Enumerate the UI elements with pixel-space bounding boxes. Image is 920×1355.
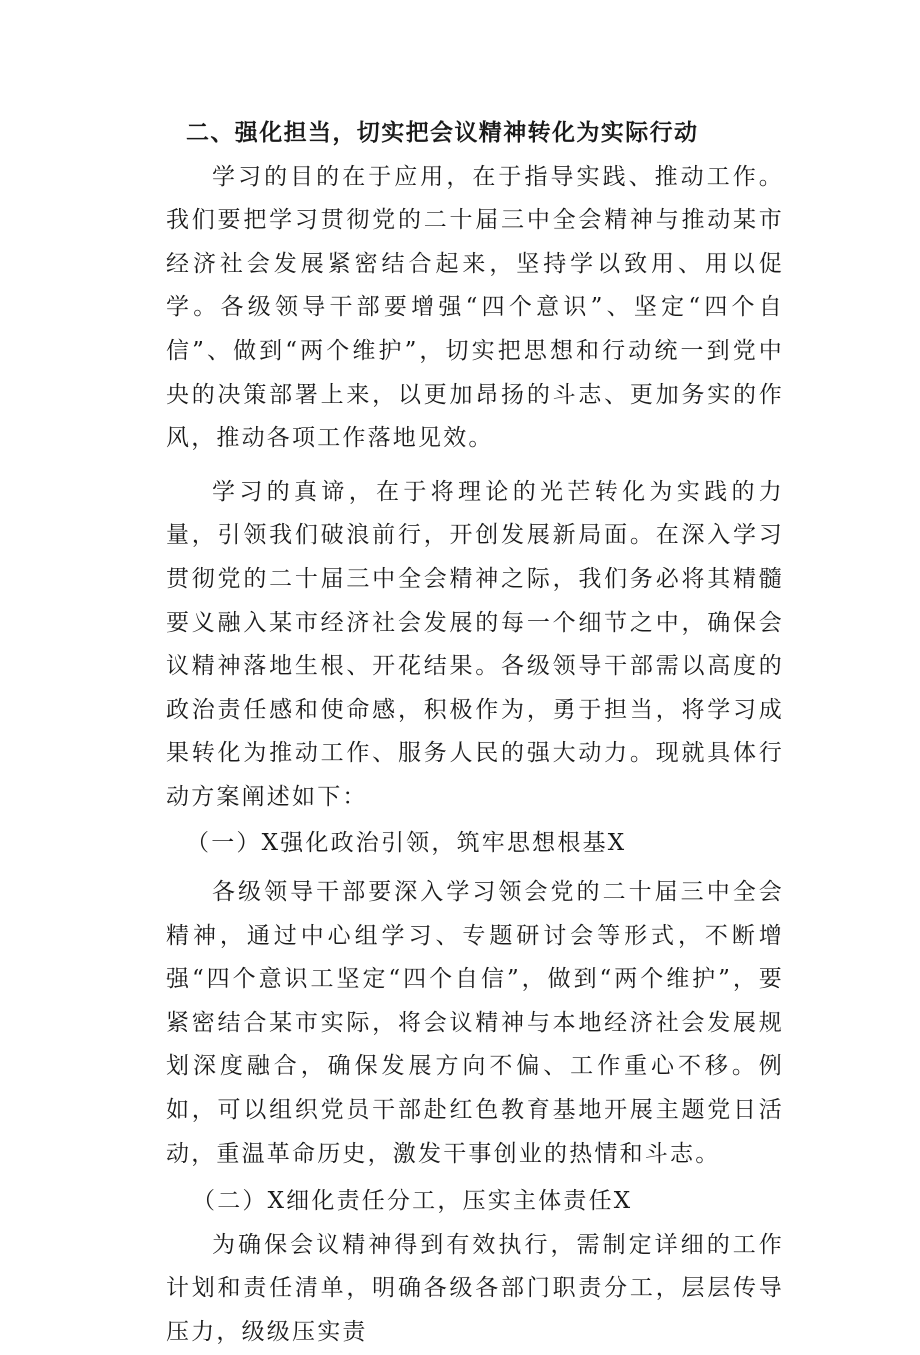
section-heading: 二、强化担当，切实把会议精神转化为实际行动 bbox=[186, 120, 699, 146]
subheading-2: （二）X细化责任分工，压实主体责任X bbox=[192, 1188, 633, 1215]
paragraph-3: 各级领导干部要深入学习领会党的二十届三中全会精神，通过中心组学习、专题研讨会等形式，不断增强“四个意识工坚定“四个自信”，做到“两个维护”，要紧密结合某市实际，将会议精神与本地经济社会发展规划深度融合，确保发展方向不偏、工作重心不移。例如，可以组织党员干部赴红色教育基地开展主题党日活动，重温革命历史，激发干事创业的热情和斗志。 bbox=[166, 879, 784, 1167]
document-body bbox=[166, 112, 784, 1355]
subheading-1: （一）X强化政治引领，筑牢思想根基X bbox=[186, 829, 627, 856]
paragraph-4: 为确保会议精神得到有效执行，需制定详细的工作计划和责任清单，明确各级各部门职责分工，层层传导压力，级级压实责 bbox=[166, 1231, 784, 1346]
paragraph-1: 学习的目的在于应用，在于指导实践、推动工作。我们要把学习贯彻党的二十届三中全会精神与推动某市经济社会发展紧密结合起来，坚持学以致用、用以促学。各级领导干部要增强“四个意识”、坚定“四个自信”、做到“两个维护”，切实把思想和行动统一到党中央的决策部署上来，以更加昂扬的斗志、更加务实的作风，推动各项工作落地见效。 bbox=[166, 163, 784, 452]
paragraph-2: 学习的真谛，在于将理论的光芒转化为实践的力量，引领我们破浪前行，开创发展新局面。在深入学习贯彻党的二十届三中全会精神之际，我们务必将其精髓要义融入某市经济社会发展的每一个细节之中，确保会议精神落地生根、开花结果。各级领导干部需以高度的政治责任感和使命感，积极作为，勇于担当，将学习成果转化为推动工作、服务人民的强大动力。现就具体行动方案阐述如下： bbox=[166, 478, 784, 810]
